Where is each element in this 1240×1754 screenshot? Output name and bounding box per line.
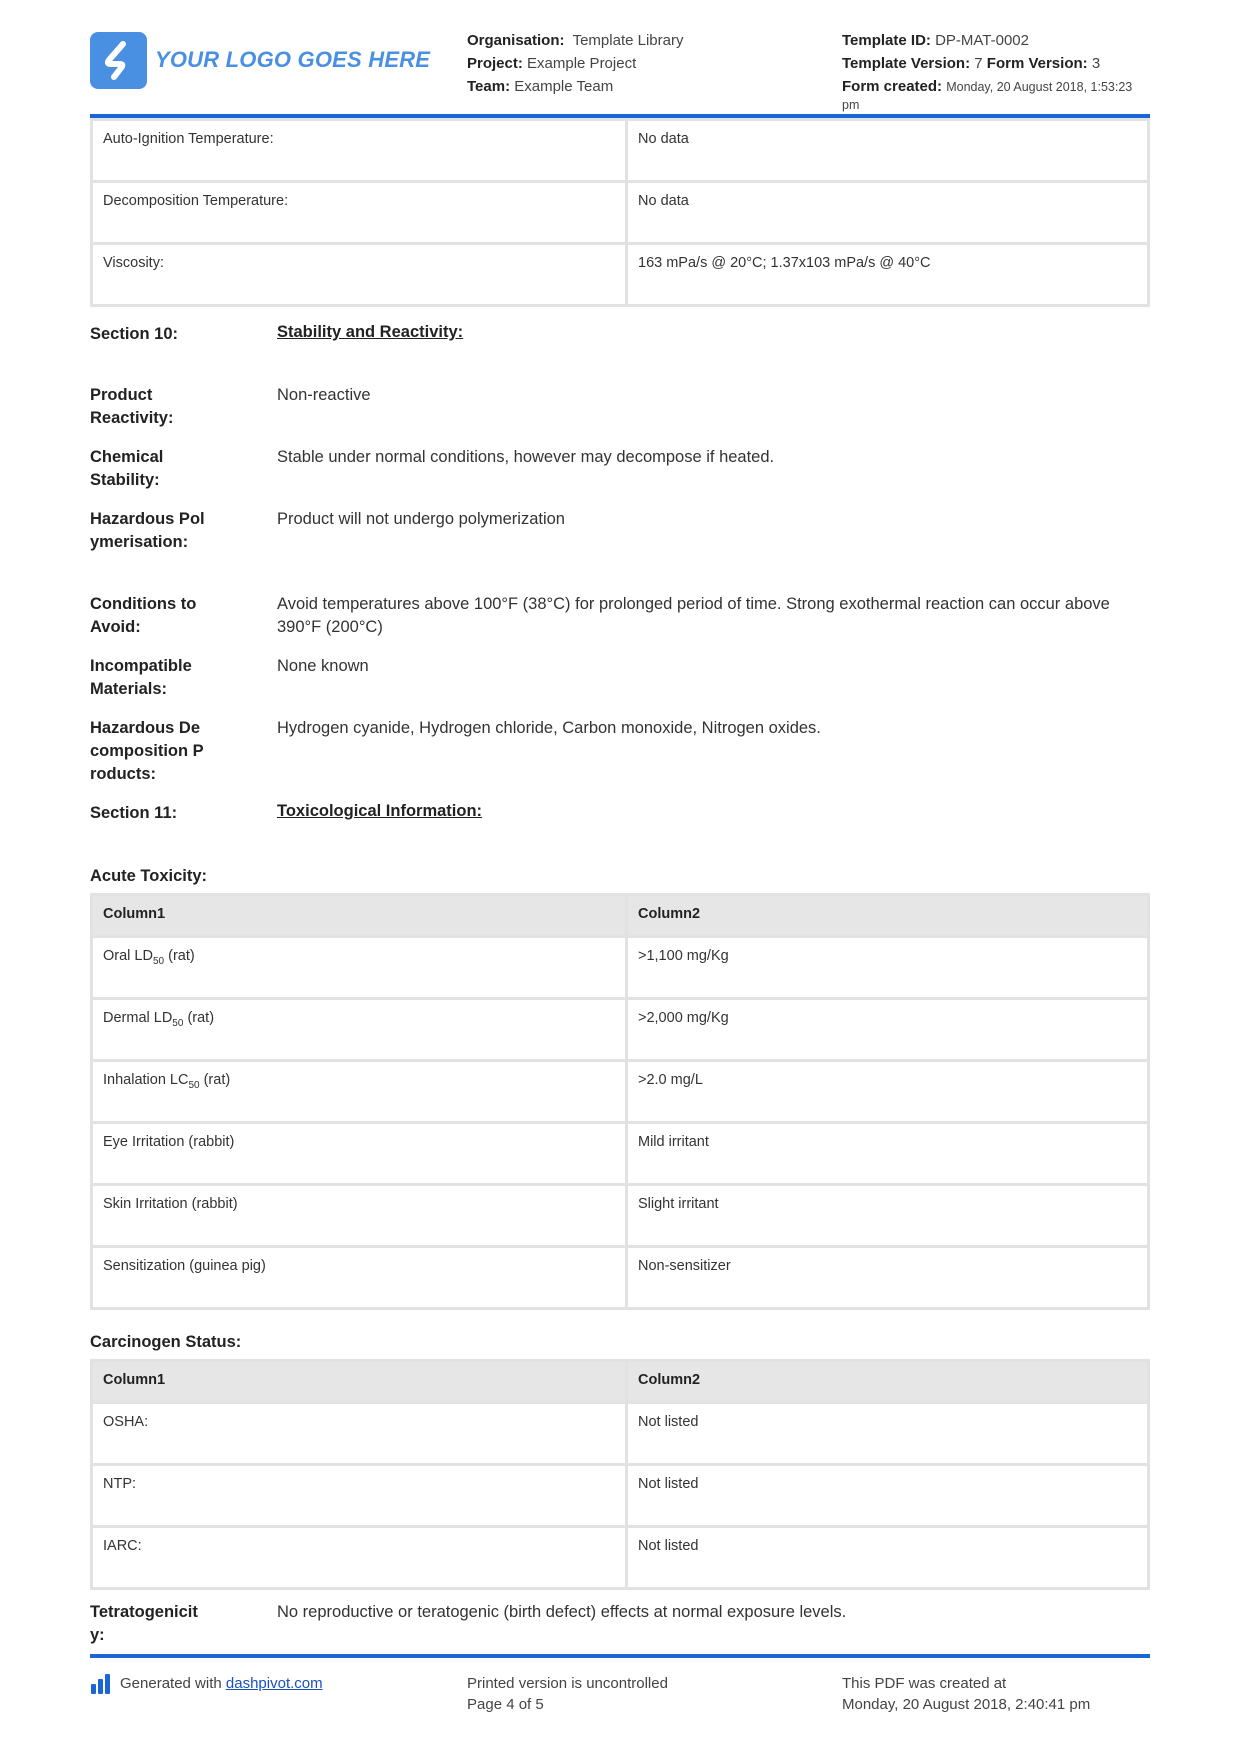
field-value: Hydrogen cyanide, Hydrogen chloride, Carbon monoxide, Nitrogen oxides.: [277, 719, 821, 737]
field-value: Stable under normal conditions, however may decompose if heated.: [277, 448, 775, 466]
table-row: [93, 1186, 1147, 1245]
table-cell: Eye Irritation (rabbit): [93, 1124, 625, 1183]
field-value: Product will not undergo polymerization: [277, 510, 565, 528]
template-version-value: 7: [974, 55, 983, 72]
company-logo-icon: [90, 32, 147, 89]
field-label: Incompatible Materials:: [90, 657, 192, 698]
team-label: Team:: [467, 78, 511, 95]
field-label: Hazardous Polymerisation:: [90, 510, 205, 551]
column-header: Column2: [628, 896, 1147, 935]
pdf-created-value: Monday, 20 August 2018, 2:40:41 pm: [842, 1696, 1091, 1713]
property-label: Auto-Ignition Temperature:: [93, 121, 625, 180]
pdf-created-label: This PDF was created at: [842, 1675, 1007, 1692]
table-row: [93, 183, 1147, 242]
logo-text: YOUR LOGO GOES HERE: [155, 47, 431, 72]
acute-toxicity-heading: Acute Toxicity:: [90, 867, 208, 885]
table-row: [93, 1062, 1147, 1121]
table-cell: >2.0 mg/L: [628, 1062, 1147, 1121]
table-cell: Skin Irritation (rabbit): [93, 1186, 625, 1245]
property-value: No data: [628, 183, 1147, 242]
table-cell: >1,100 mg/Kg: [628, 938, 1147, 997]
field-value: None known: [277, 657, 369, 675]
section-10-title: Stability and Reactivity:: [277, 323, 464, 341]
table-cell: >2,000 mg/Kg: [628, 1000, 1147, 1059]
table-row: [93, 1528, 1147, 1587]
column-header: Column2: [628, 1362, 1147, 1401]
table-row: [93, 1404, 1147, 1463]
field-value: Avoid temperatures above 100°F (38°C) for prolonged period of time. Strong exothermal reaction can occur above 390°F (200°C): [277, 595, 1110, 636]
property-label: Viscosity:: [93, 245, 625, 304]
table-cell: Mild irritant: [628, 1124, 1147, 1183]
dashpivot-icon: [91, 1674, 115, 1694]
table-cell: Non-sensitizer: [628, 1248, 1147, 1307]
project-value: Example Project: [527, 55, 637, 72]
table-header-row: [93, 1362, 1147, 1401]
field-label: Hazardous Decomposition Products:: [90, 719, 204, 783]
table-cell: Not listed: [628, 1528, 1147, 1587]
team-value: Example Team: [514, 78, 614, 95]
generated-with-text: Generated with: [120, 1675, 222, 1692]
table-cell: Slight irritant: [628, 1186, 1147, 1245]
project-label: Project:: [467, 55, 523, 72]
form-created-label: Form created:: [842, 78, 943, 95]
teratogenicity-label: Tetratogenicity:: [90, 1603, 198, 1644]
template-id-value: DP-MAT-0002: [935, 32, 1029, 49]
table-cell: Not listed: [628, 1404, 1147, 1463]
footer-page-info: [467, 1673, 668, 1715]
footer-generated: [120, 1673, 323, 1694]
column-header: Column1: [93, 1362, 625, 1401]
table-row: [93, 245, 1147, 304]
template-id-label: Template ID:: [842, 32, 931, 49]
property-value: 163 mPa/s @ 20°C; 1.37x103 mPa/s @ 40°C: [628, 245, 1147, 304]
form-created-value: Monday, 20 August 2018, 1:53:23 pm: [842, 80, 1133, 112]
form-version-value: 3: [1091, 55, 1101, 72]
field-label: Product Reactivity:: [90, 386, 174, 427]
field-value: Non-reactive: [277, 386, 371, 404]
uncontrolled-notice: Printed version is uncontrolled: [467, 1675, 668, 1692]
table-cell: Not listed: [628, 1466, 1147, 1525]
dashpivot-link[interactable]: dashpivot.com: [225, 1675, 323, 1692]
teratogenicity-value: No reproductive or teratogenic (birth defect) effects at normal exposure levels.: [277, 1603, 847, 1621]
header-org-block: [467, 29, 797, 98]
table-cell: Dermal $LD_{50}$ (rat): [93, 1000, 625, 1059]
table-cell: Inhalation $LC_{50}$ (rat): [93, 1062, 625, 1121]
table-header-row: [93, 896, 1147, 935]
table-row: [93, 121, 1147, 180]
property-label: Decomposition Temperature:: [93, 183, 625, 242]
organisation-label: Organisation:: [467, 32, 565, 49]
section-11-title: Toxicological Information:: [277, 802, 483, 820]
organisation-value: Template Library: [572, 32, 684, 49]
table-row: [93, 1466, 1147, 1525]
section-10-label: Section 10:: [90, 325, 179, 343]
table-cell: IARC:: [93, 1528, 625, 1587]
field-label: Chemical Stability:: [90, 448, 164, 489]
footer-divider: [90, 1654, 1150, 1658]
section-11-label: Section 11:: [90, 804, 178, 822]
properties-table: [90, 118, 1150, 307]
carcinogen-status-table: [90, 1359, 1150, 1590]
carcinogen-status-heading: Carcinogen Status:: [90, 1333, 242, 1351]
table-row: [93, 938, 1147, 997]
footer-created: [842, 1673, 1090, 1715]
acute-toxicity-table: [90, 893, 1150, 1310]
header-template-block: [842, 29, 1152, 114]
table-cell: Oral $LD_{50}$ (rat): [93, 938, 625, 997]
field-label: Conditions to Avoid:: [90, 595, 197, 636]
table-cell: Sensitization (guinea pig): [93, 1248, 625, 1307]
column-header: Column1: [93, 896, 625, 935]
template-version-label: Template Version:: [842, 55, 971, 72]
table-cell: OSHA:: [93, 1404, 625, 1463]
property-value: No data: [628, 121, 1147, 180]
table-cell: NTP:: [93, 1466, 625, 1525]
table-row: [93, 1124, 1147, 1183]
form-version-label: Form Version:: [986, 55, 1088, 72]
table-row: [93, 1248, 1147, 1307]
table-row: [93, 1000, 1147, 1059]
page-number: Page 4 of 5: [467, 1696, 544, 1713]
